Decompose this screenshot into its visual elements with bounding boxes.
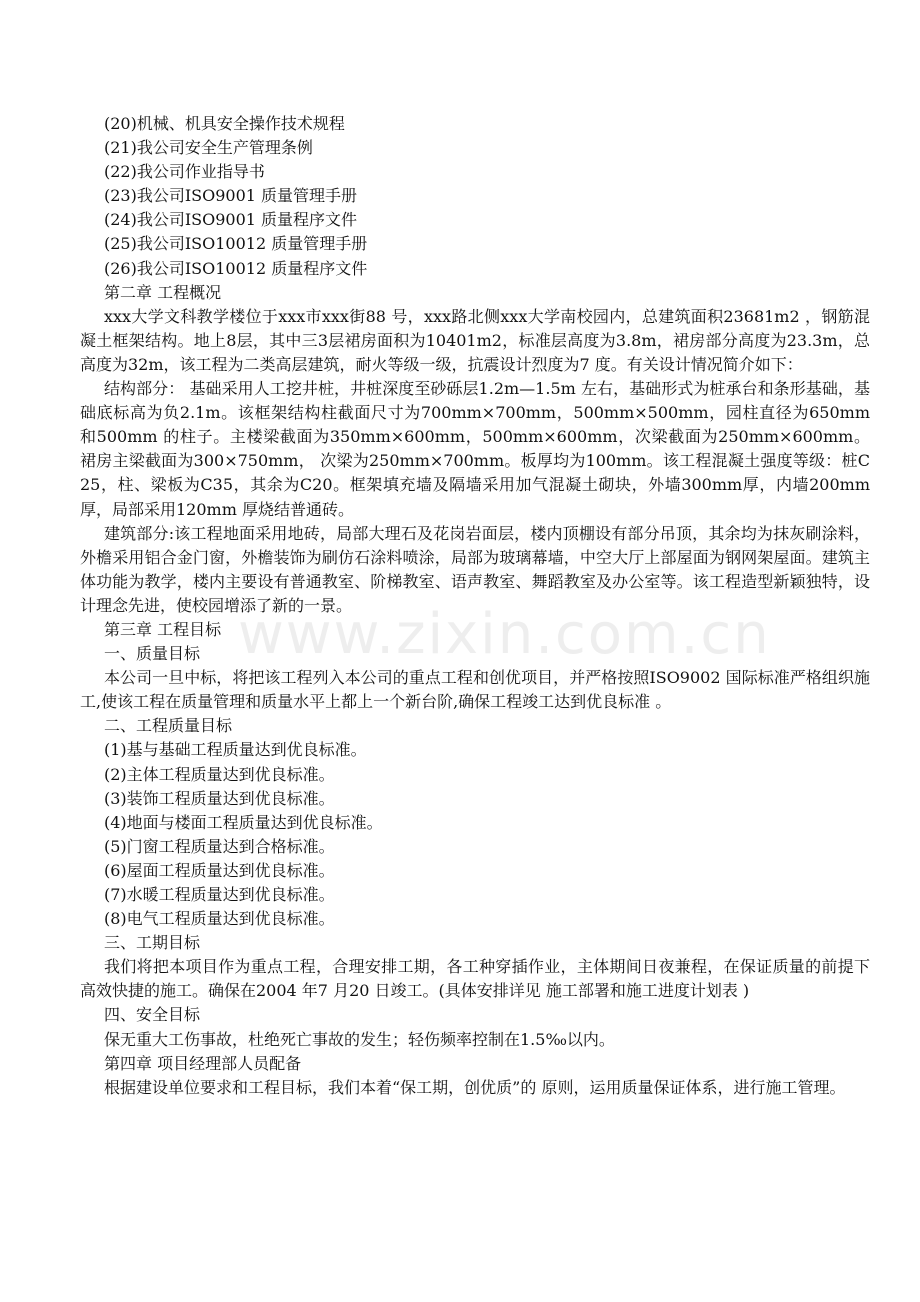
schedule-goal-paragraph: 我们将把本项目作为重点工程，合理安排工期，各工种穿插作业，主体期间日夜兼程，在保证质量的前提下高效快捷的施工。确保在2004 年7 月20 日竣工。(具体安排详见 施工部署和施工进度计划表 ) bbox=[80, 957, 870, 1001]
quality-goal-paragraph: 本公司一旦中标，将把该工程列入本公司的重点工程和创优项目，并严格按照ISO9002 国际标准严格组织施工,使该工程在质量管理和质量水平上都上一个新台阶,确保工程竣工达到优良标准 。 bbox=[80, 668, 870, 712]
quality-goal-heading: 一、质量目标 bbox=[104, 644, 201, 664]
reference-item: (25)我公司ISO10012 质量管理手册 bbox=[104, 234, 368, 254]
chapter-3-title: 第三章 工程目标 bbox=[104, 619, 222, 639]
staffing-paragraph: 根据建设单位要求和工程目标，我们本着“保工期，创优质”的 原则，运用质量保证体系，进行施工管理。 bbox=[104, 1077, 846, 1097]
quality-goal-item: (4)地面与楼面工程质量达到优良标准。 bbox=[104, 812, 383, 832]
reference-item: (23)我公司ISO9001 质量管理手册 bbox=[104, 186, 358, 206]
chapter-4-title: 第四章 项目经理部人员配备 bbox=[104, 1053, 302, 1073]
architecture-paragraph: 建筑部分:该工程地面采用地砖，局部大理石及花岗岩面层，楼内顶棚设有部分吊顶，其余均为抹灰刷涂料，外檐采用铝合金门窗，外檐装饰为刷仿石涂料喷涂，局部为玻璃幕墙，中空大厅上部屋面为钢网架屋面。建筑主体功能为教学，楼内主要设有普通教室、阶梯教室、语声教室、舞蹈教室及办公室等。该工程造型新颖独特，设计理念先进，使校园增添了新的一景。 bbox=[80, 523, 870, 615]
schedule-goal-heading: 三、工期目标 bbox=[104, 933, 201, 953]
reference-list bbox=[80, 112, 870, 281]
reference-item: (22)我公司作业指导书 bbox=[104, 162, 265, 182]
quality-goal-item: (1)基与基础工程质量达到优良标准。 bbox=[104, 740, 367, 760]
chapter-2-title: 第二章 工程概况 bbox=[104, 282, 222, 302]
quality-goal-item: (6)屋面工程质量达到优良标准。 bbox=[104, 860, 335, 880]
quality-goal-item: (8)电气工程质量达到优良标准。 bbox=[104, 909, 335, 929]
structure-paragraph: 结构部分： 基础采用人工挖井桩，井桩深度至砂砾层1.2m—1.5m 左右，基础形式为桩承台和条形基础，基础底标高为负2.1m。该框架结构柱截面尺寸为700mm×700mm，500mm×500mm，园柱直径为650mm 和500mm 的柱子。主楼梁截面为350mm×600mm，500mm×600mm，次梁截面为250mm×600mm。裙房主梁截面为300×750mm， 次梁为250mm×700mm。板厚均为100mm。该工程混凝土强度等级：桩C25，柱、梁板为C35，其余为C20。框架填充墙及隔墙采用加气混凝土砌块，外墙300mm厚，内墙200mm厚，局部采用120mm 厚烧结普通砖。 bbox=[80, 379, 870, 519]
quality-goal-item: (2)主体工程质量达到优良标准。 bbox=[104, 764, 335, 784]
watermark: www.zixin.com.cn bbox=[238, 602, 771, 667]
engineering-quality-heading: 二、工程质量目标 bbox=[104, 716, 233, 736]
safety-goal-heading: 四、安全目标 bbox=[104, 1005, 201, 1025]
safety-goal-paragraph: 保无重大工伤事故，杜绝死亡事故的发生；轻伤频率控制在1.5‰以内。 bbox=[104, 1029, 615, 1049]
document-body bbox=[80, 112, 870, 1100]
reference-item: (26)我公司ISO10012 质量程序文件 bbox=[104, 258, 368, 278]
quality-goal-item: (7)水暖工程质量达到优良标准。 bbox=[104, 885, 335, 904]
quality-goal-list bbox=[80, 738, 870, 931]
project-overview-paragraph: xxx大学文科教学楼位于xxx市xxx街88 号，xxx路北侧xxx大学南校园内，总建筑面积23681m2 ，钢筋混凝土框架结构。地上8层，其中三3层裙房面积为10401m2，标准层高度为3.8m，裙房部分高度为23.3m，总高度为32m，该工程为二类高层建筑，耐火等级一级，抗震设计烈度为7 度。有关设计情况简介如下： bbox=[80, 306, 870, 374]
reference-item: (24)我公司ISO9001 质量程序文件 bbox=[104, 210, 358, 230]
quality-goal-item: (5)门窗工程质量达到合格标准。 bbox=[104, 836, 335, 856]
quality-goal-item: (3)装饰工程质量达到优良标准。 bbox=[104, 788, 335, 808]
reference-item: (21)我公司安全生产管理条例 bbox=[104, 138, 313, 158]
reference-item: (20)机械、机具安全操作技术规程 bbox=[104, 114, 345, 133]
